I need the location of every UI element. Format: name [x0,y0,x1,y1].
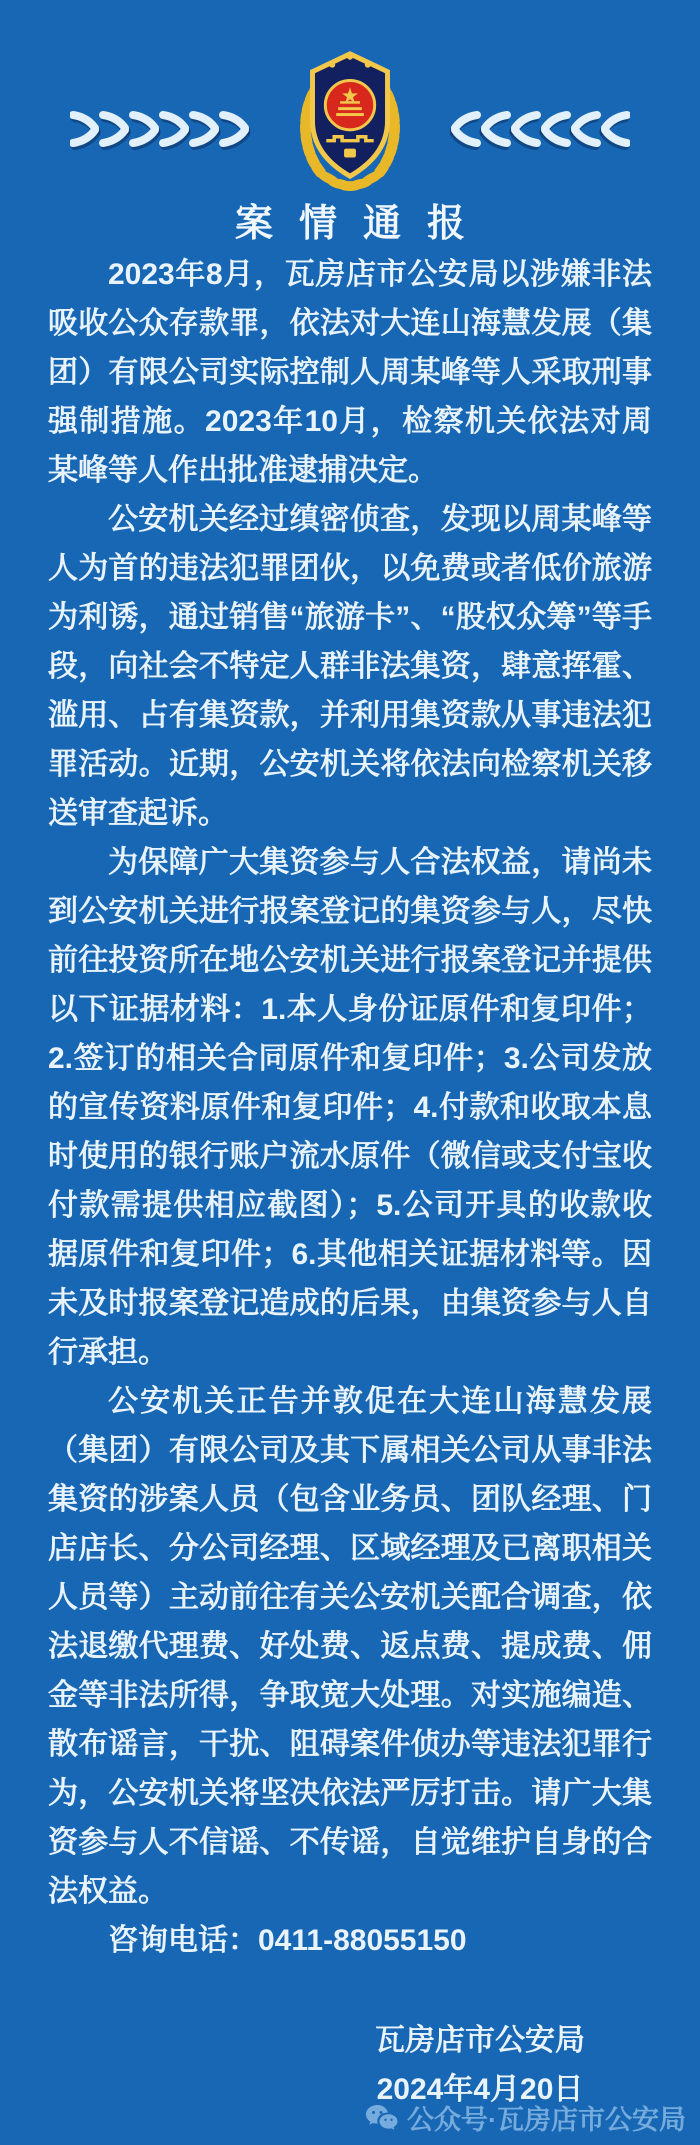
signature-date: 2024年4月20日 [376,2073,584,2106]
paragraph-warning: 公安机关正告并敦促在大连山海慧发展（集团）有限公司及其下属相关公司从事非法集资的涉案人员（包含业务员、团队经理、门店店长、分公司经理、区域经理及已离职相关人员等）主动前往有关公安机关配合调查，依法退缴代理费、好处费、返点费、提成费、佣金等非法所得，争取宽大处理。对实施编造、散布谣言，干扰、阻碍案件侦办等违法犯罪行为，公安机关将坚决依法严厉打击。请广大集资参与人不信谣、不传谣，自觉维护自身的合法权益。 [48,1385,652,1908]
notice-body [0,250,700,1965]
wechat-icon [365,2104,399,2132]
page-title: 案情通报 [234,203,491,245]
paragraph-investigation: 公安机关经过缜密侦查，发现以周某峰等人为首的违法犯罪团伙，以免费或者低价旅游为利诱，通过销售“旅游卡”、“股权众筹”等手段，向社会不特定人群非法集资，肆意挥霍、滥用、占有集资款，并利用集资款从事违法犯罪活动。近期，公安机关将依法向检察机关移送审查起诉。 [48,503,652,830]
watermark [365,2098,686,2137]
signature-agency: 瓦房店市公安局 [375,2024,585,2057]
watermark-text: 公众号·瓦房店市公安局 [407,2105,686,2135]
phone-line: 咨询电话：0411-88055150 [108,1924,467,1957]
paragraph-registration-materials: 为保障广大集资参与人合法权益，请尚未到公安机关进行报案登记的集资参与人，尽快前往投资所在地公安机关进行报案登记并提供以下证据材料：1.本人身份证原件和复印件；2.签订的相关合同原件和复印件；3.公司发放的宣传资料原件和复印件；4.付款和收取本息时使用的银行账户流水原件（微信或支付宝收付款需提供相应截图）；5.公司开具的收款收据原件和复印件；6.其他相关证据材料等。因未及时报案登记造成的后果，由集资参与人自行承担。 [48,846,652,1369]
header [0,0,700,192]
decor-chevrons-right-icon [450,108,630,150]
decor-chevrons-left-icon [70,108,250,150]
paragraph-case-measures: 2023年8月，瓦房店市公安局以涉嫌非法吸收公众存款罪，依法对大连山海慧发展（集团）有限公司实际控制人周某峰等人采取刑事强制措施。2023年10月，检察机关依法对周某峰等人作出批准逮捕决定。 [48,258,652,487]
police-badge-icon [290,44,410,192]
